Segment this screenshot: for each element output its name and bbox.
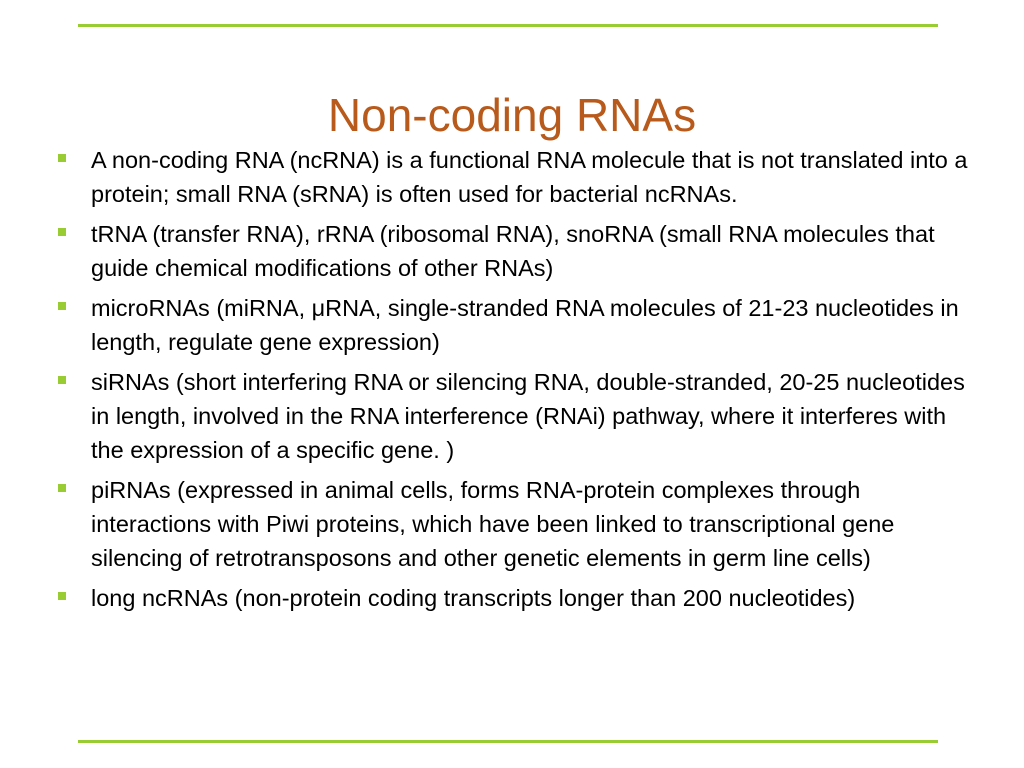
square-bullet-icon	[58, 154, 66, 162]
bullet-item	[58, 581, 978, 615]
bottom-divider	[78, 740, 938, 743]
square-bullet-icon	[58, 302, 66, 310]
square-bullet-icon	[58, 228, 66, 236]
bullet-list	[58, 143, 978, 621]
bullet-text: A non-coding RNA (ncRNA) is a functional RNA molecule that is not translated into a protein; small RNA (sRNA) is often used for bacterial ncRNAs.	[91, 147, 968, 207]
bullet-item	[58, 291, 978, 359]
bullet-item	[58, 217, 978, 285]
bullet-item	[58, 365, 978, 467]
bullet-text: microRNAs (miRNA, μRNA, single-stranded RNA molecules of 21-23 nucleotides in length, regulate gene expression)	[91, 295, 959, 355]
bullet-text: siRNAs (short interfering RNA or silencing RNA, double-stranded, 20-25 nucleotides in length, involved in the RNA interference (RNAi) pathway, where it interferes with the expression of a specific gene. )	[91, 369, 965, 463]
bullet-item	[58, 473, 978, 575]
slide-title: Non-coding RNAs	[327, 89, 697, 141]
square-bullet-icon	[58, 376, 66, 384]
square-bullet-icon	[58, 592, 66, 600]
square-bullet-icon	[58, 484, 66, 492]
bullet-text: piRNAs (expressed in animal cells, forms RNA-protein complexes through interactions with Piwi proteins, which have been linked to transcriptional gene silencing of retrotransposons and other genetic elements in germ line cells)	[91, 477, 895, 571]
top-divider	[78, 24, 938, 27]
bullet-text: tRNA (transfer RNA), rRNA (ribosomal RNA), snoRNA (small RNA molecules that guide chemical modifications of other RNAs)	[91, 221, 935, 281]
bullet-text: long ncRNAs (non-protein coding transcripts longer than 200 nucleotides)	[91, 585, 856, 611]
bullet-item	[58, 143, 978, 211]
